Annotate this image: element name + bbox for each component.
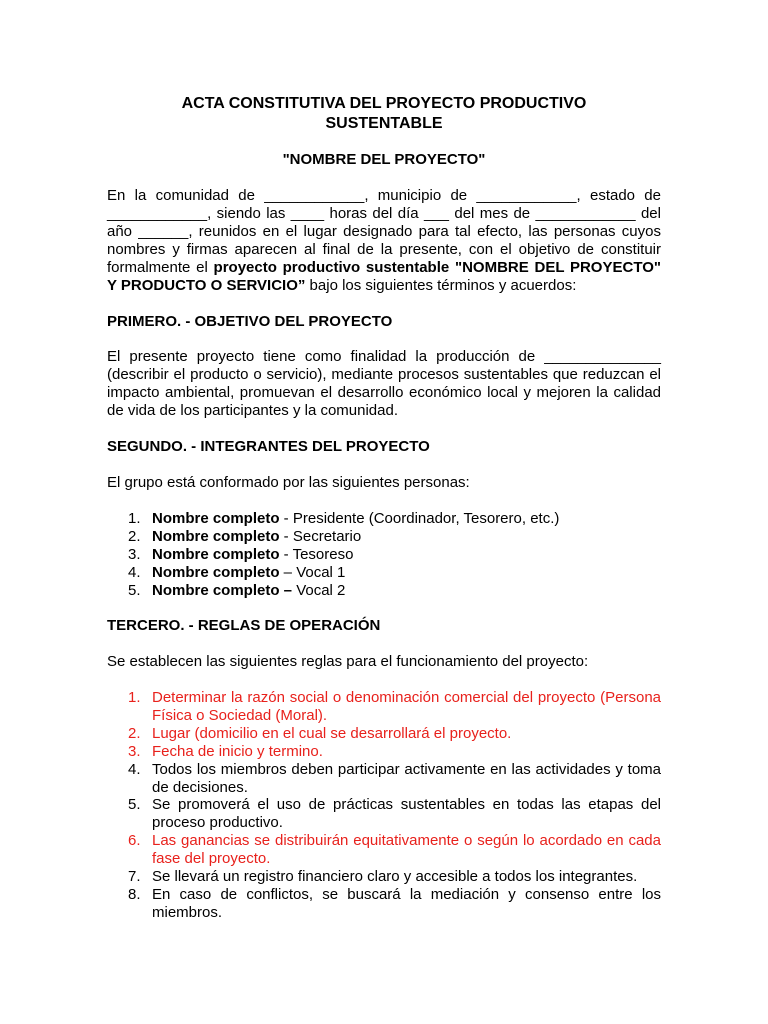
- rule-list-item: [107, 886, 661, 922]
- member-number: 5.: [128, 581, 141, 599]
- project-name-subtitle: "NOMBRE DEL PROYECTO": [282, 151, 486, 168]
- rule-number: 6.: [128, 832, 141, 850]
- document-title: [107, 94, 661, 134]
- section-1-body: El presente proyecto tiene como finalidad la producción de ______________ (describir el producto o servicio), mediante procesos sustentables que reduzcan el impacto ambiental, promuevan el desarrollo económico local y mejoren la calidad de vida de los participantes y la comunidad.: [107, 348, 661, 419]
- rule-text: Fecha de inicio y termino.: [152, 742, 323, 760]
- title-line-2: SUSTENTABLE: [325, 115, 443, 132]
- member-role: - Tesoreso: [279, 545, 354, 563]
- section-2-intro: El grupo está conformado por las siguientes personas:: [107, 474, 470, 491]
- rule-number: 7.: [128, 868, 141, 886]
- member-list-item: [107, 546, 661, 564]
- rule-text: Determinar la razón social o denominación comercial del proyecto (Persona Física o Sociedad (Moral).: [152, 689, 661, 724]
- member-role: - Presidente (Coordinador, Tesorero, etc.): [279, 510, 560, 527]
- intro-paragraph: [107, 187, 661, 294]
- member-role: Vocal 2: [292, 581, 346, 599]
- rule-text: Se promoverá el uso de prácticas sustentables en todas las etapas del proceso productivo.: [152, 796, 661, 832]
- member-name: Nombre completo: [152, 545, 280, 563]
- rule-number: 1.: [128, 689, 141, 706]
- intro-text: En la comunidad de ____________, municipio de ____________, estado de ____________, siendo las ____ horas del día ___ del mes de ____________ del año ______, reunidos en el lugar designado para tal efecto, las personas cuyos nombres y firmas aparecen al final de la presente, con el objetivo de constituir formalmente el: [107, 187, 661, 276]
- member-number: 4.: [128, 563, 141, 581]
- member-name: Nombre completo: [152, 527, 280, 545]
- section-1-heading: PRIMERO. - OBJETIVO DEL PROYECTO: [107, 313, 393, 330]
- rule-text: Las ganancias se distribuirán equitativamente o según lo acordado en cada fase del proyecto.: [152, 832, 661, 868]
- member-number: 2.: [128, 527, 141, 545]
- rule-number: 4.: [128, 760, 141, 778]
- title-line-1: ACTA CONSTITUTIVA DEL PROYECTO PRODUCTIVO: [181, 95, 587, 112]
- rule-list-item: [107, 832, 661, 868]
- rule-list-item: [107, 725, 661, 743]
- member-list-item: [107, 564, 661, 582]
- member-list-item: [107, 528, 661, 546]
- rules-list: [107, 689, 661, 922]
- member-role: – Vocal 1: [279, 563, 346, 581]
- member-name: Nombre completo –: [152, 581, 293, 599]
- rule-text: Todos los miembros deben participar activamente en las actividades y toma de decisiones.: [152, 760, 661, 796]
- rule-list-item: [107, 796, 661, 832]
- section-2-heading: SEGUNDO. - INTEGRANTES DEL PROYECTO: [107, 438, 430, 455]
- members-list: [107, 510, 661, 600]
- member-list-item: [107, 510, 661, 528]
- rule-text: Se llevará un registro financiero claro y accesible a todos los integrantes.: [152, 868, 638, 886]
- rule-text: Lugar (domicilio en el cual se desarrollará el proyecto.: [152, 724, 512, 742]
- member-number: 1.: [128, 510, 141, 527]
- intro-bold-text: proyecto productivo sustentable "NOMBRE DEL PROYECTO" Y PRODUCTO O SERVICIO”: [107, 258, 661, 294]
- section-3-heading: TERCERO. - REGLAS DE OPERACIÓN: [107, 617, 381, 634]
- member-name: Nombre completo: [152, 563, 280, 581]
- rule-text: En caso de conflictos, se buscará la mediación y consenso entre los miembros.: [152, 885, 661, 921]
- member-list-item: [107, 582, 661, 600]
- rule-number: 2.: [128, 724, 141, 742]
- member-role: - Secretario: [279, 527, 362, 545]
- rule-number: 5.: [128, 796, 141, 814]
- section-3-intro: Se establecen las siguientes reglas para el funcionamiento del proyecto:: [107, 653, 589, 670]
- member-name: Nombre completo: [152, 510, 280, 527]
- intro-text-end: bajo los siguientes términos y acuerdos:: [305, 276, 577, 294]
- member-number: 3.: [128, 545, 141, 563]
- rule-number: 8.: [128, 885, 141, 903]
- rule-number: 3.: [128, 742, 141, 760]
- rule-list-item: [107, 743, 661, 761]
- rule-list-item: [107, 761, 661, 797]
- rule-list-item: [107, 868, 661, 886]
- rule-list-item: [107, 689, 661, 725]
